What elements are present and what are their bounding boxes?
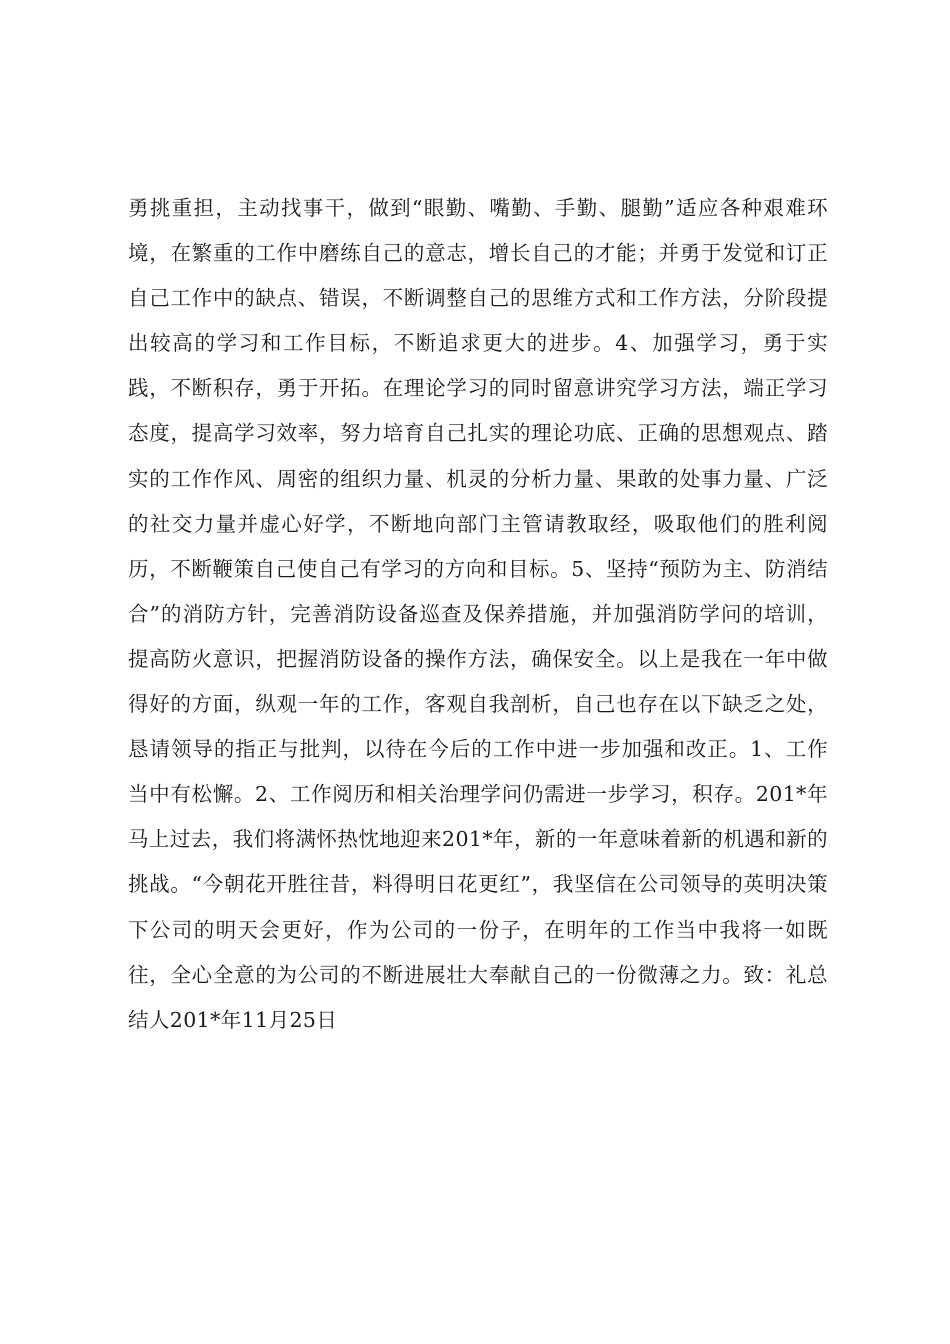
body-paragraph: 勇挑重担，主动找事干，做到“眼勤、嘴勤、手勤、腿勤”适应各种艰难环境，在繁重的工作中磨练自己的意志，增长自己的才能；并勇于发觉和订正自己工作中的缺点、错误，不断调整自己的思维方式和工作方法，分阶段提出较高的学习和工作目标，不断追求更大的进步。4、加强学习，勇于实践，不断积存，勇于开拓。在理论学习的同时留意讲究学习方法，端正学习态度，提高学习效率，努力培育自己扎实的理论功底、正确的思想观点、踏实的工作作风、周密的组织力量、机灵的分析力量、果敢的处事力量、广泛的社交力量并虚心好学，不断地向部门主管请教取经，吸取他们的胜利阅历，不断鞭策自己使自己有学习的方向和目标。5、坚持“预防为主、防消结合”的消防方针，完善消防设备巡查及保养措施，并加强消防学问的培训，提高防火意识，把握消防设备的操作方法，确保安全。以上是我在一年中做得好的方面，纵观一年的工作，客观自我剖析，自己也存在以下缺乏之处，恳请领导的指正与批判，以待在今后的工作中进一步加强和改正。1、工作当中有松懈。2、工作阅历和相关治理学问仍需进一步学习，积存。201*年马上过去，我们将满怀热忱地迎来201*年，新的一年意味着新的机遇和新的挑战。“今朝花开胜往昔，料得明日花更红”，我坚信在公司领导的英明决策下公司的明天会更好，作为公司的一份子，在明年的工作当中我将一如既往，全心全意的为公司的不断进展壮大奉献自己的一份微薄之力。致：礼总结人201*年11月25日 xyxy=(128,196,828,1032)
